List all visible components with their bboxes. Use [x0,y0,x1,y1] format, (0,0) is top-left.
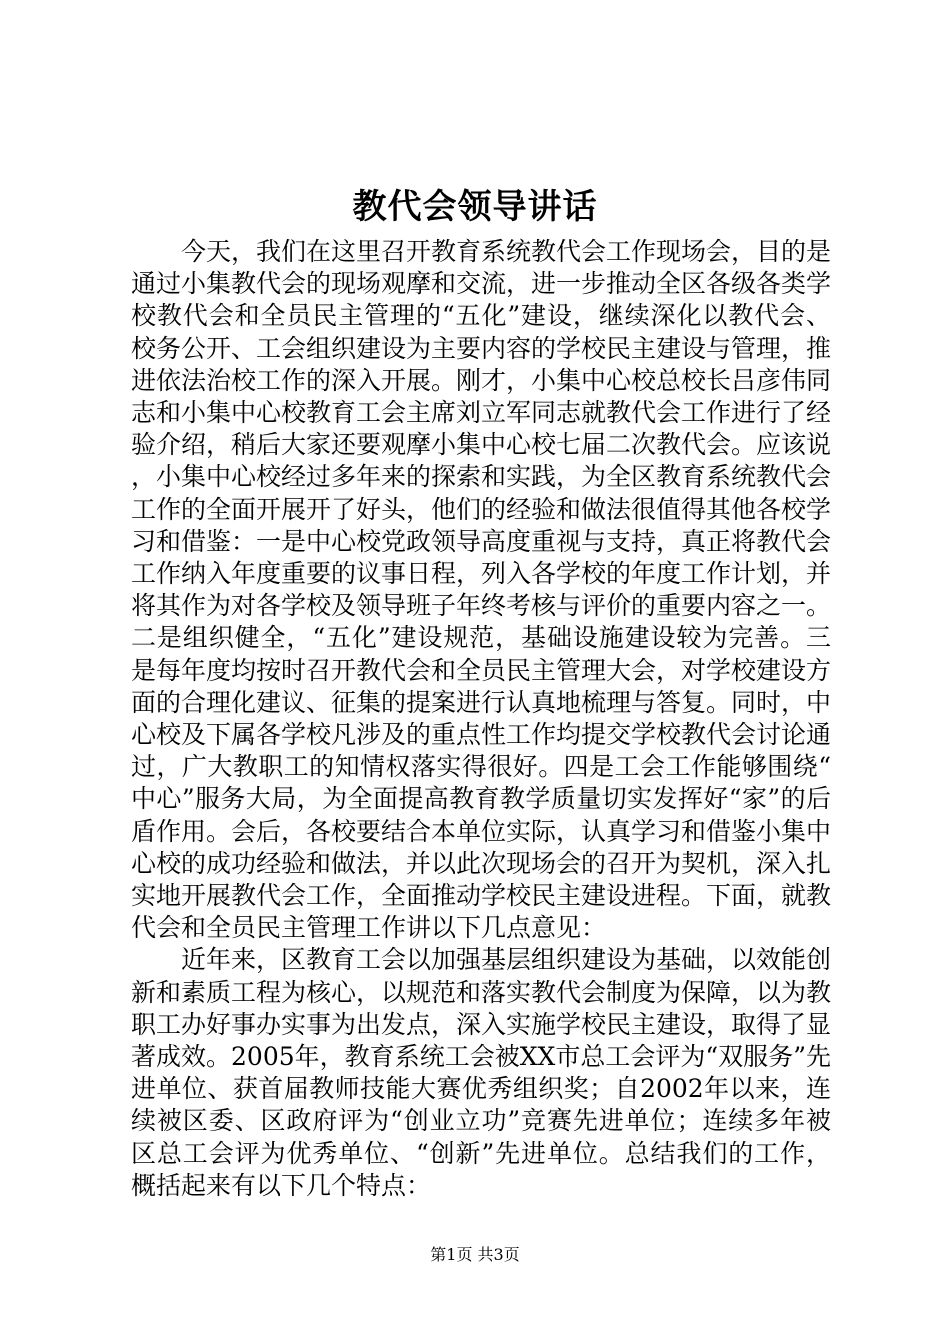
document-title: 教代会领导讲话 [352,187,598,227]
document-body [131,236,831,1202]
page-footer: 第1页 共3页 [430,1245,520,1264]
paragraph-2: 近年来，区教育工会以加强基层组织建设为基础，以效能创新和素质工程为核心，以规范和落实教代会制度为保障，以为教职工办好事办实事为出发点，深入实施学校民主建设，取得了显著成效。2005年，教育系统工会被XX市总工会评为“双服务”先进单位、获首届教师技能大赛优秀组织奖；自2002年以来，连续被区委、区政府评为“创业立功”竞赛先进单位；连续多年被区总工会评为优秀单位、“创新”先进单位。总结我们的工作，概括起来有以下几个特点： [131,945,832,1200]
paragraph-1: 今天，我们在这里召开教育系统教代会工作现场会，目的是通过小集教代会的现场观摩和交流，进一步推动全区各级各类学校教代会和全员民主管理的“五化”建设，继续深化以教代会、校务公开、工会组织建设为主要内容的学校民主建设与管理，推进依法治校工作的深入开展。刚才，小集中心校总校长吕彦伟同志和小集中心校教育工会主席刘立军同志就教代会工作进行了经验介绍，稍后大家还要观摩小集中心校七届二次教代会。应该说，小集中心校经过多年来的探索和实践，为全区教育系统教代会工作的全面开展开了好头，他们的经验和做法很值得其他各校学习和借鉴：一是中心校党政领导高度重视与支持，真正将教代会工作纳入年度重要的议事日程，列入各学校的年度工作计划，并将其作为对各学校及领导班子年终考核与评价的重要内容之一。二是组织健全，“五化”建设规范，基础设施建设较为完善。三是每年度均按时召开教代会和全员民主管理大会，对学校建设方面的合理化建议、征集的提案进行认真地梳理与答复。同时，中心校及下属各学校凡涉及的重点性工作均提交学校教代会讨论通过，广大教职工的知情权落实得很好。四是工会工作能够围绕“中心”服务大局，为全面提高教育教学质量切实发挥好“家”的后盾作用。会后，各校要结合本单位实际，认真学习和借鉴小集中心校的成功经验和做法，并以此次现场会的召开为契机，深入扎实地开展教代会工作，全面推动学校民主建设进程。下面，就教代会和全员民主管理工作讲以下几点意见： [131,237,832,943]
